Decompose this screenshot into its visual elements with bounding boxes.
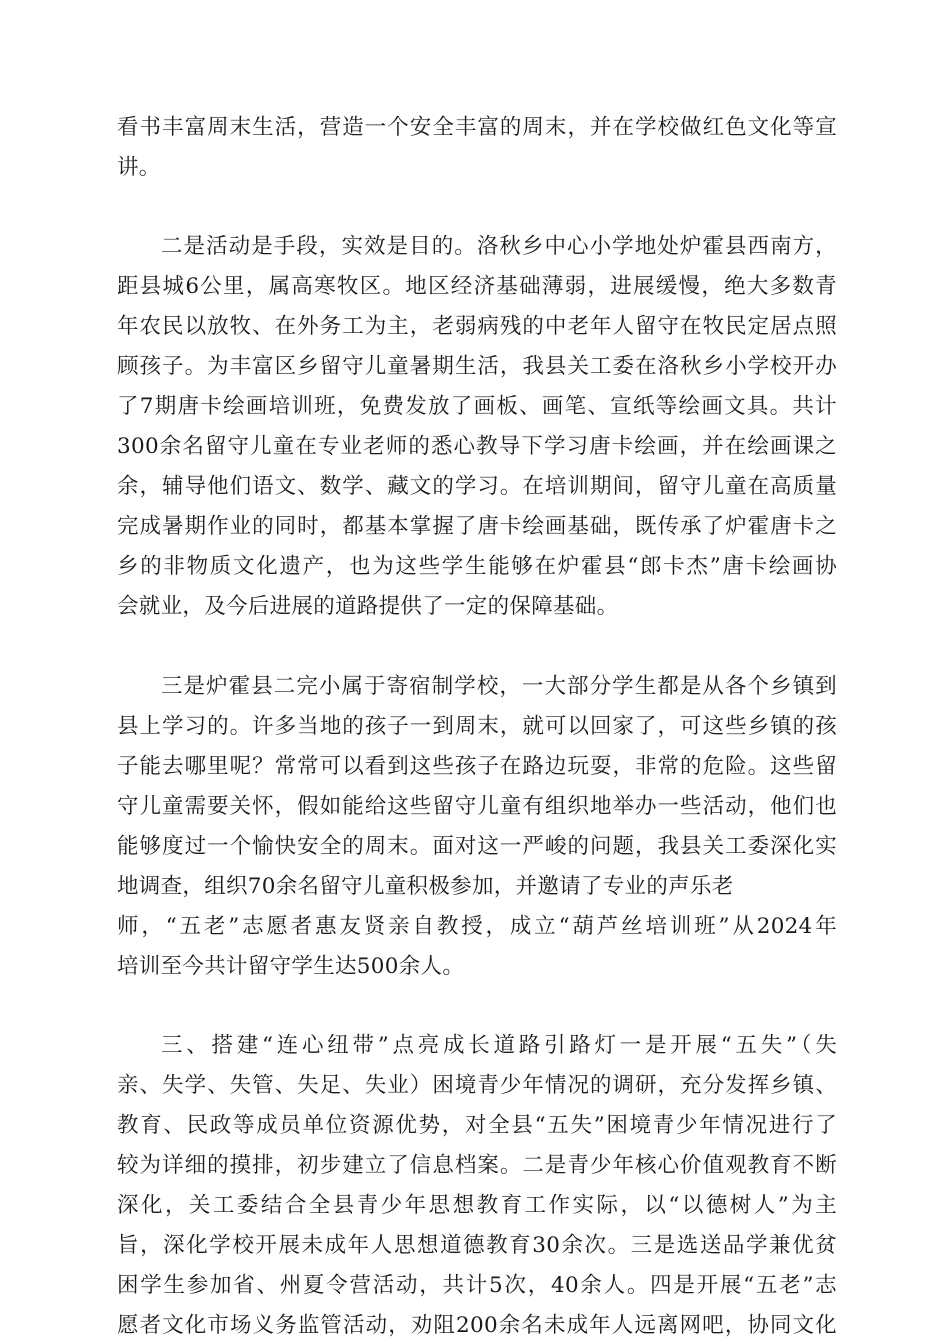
text-line: 地调查，组织70余名留守儿童积极参加，并邀请了专业的声乐老	[117, 874, 734, 899]
text-line: 三是炉霍县二完小属于寄宿制学校，一大部分学生都是从各个乡镇到	[161, 674, 837, 699]
text-line: 年农民以放牧、在外务工为主，老弱病残的中老年人留守在牧民定居点照	[117, 314, 837, 339]
text-line: 师，“五老”志愿者惠友贤亲自教授，成立“葫芦丝培训班”从2024年	[117, 914, 837, 939]
text-line: 会就业，及今后进展的道路提供了一定的保障基础。	[117, 594, 619, 619]
text-line: 完成暑期作业的同时，都基本掌握了唐卡绘画基础，既传承了炉霍唐卡之	[117, 514, 837, 539]
text-line: 能够度过一个愉快安全的周末。面对这一严峻的问题，我县关工委深化实	[117, 834, 837, 859]
text-line: 顾孩子。为丰富区乡留守儿童暑期生活，我县关工委在洛秋乡小学校开办	[117, 354, 837, 379]
text-line: 培训至今共计留守学生达500余人。	[117, 954, 465, 979]
text-line: 困学生参加省、州夏令营活动，共计5次，40余人。四是开展“五老”志	[117, 1273, 837, 1298]
text-line: 二是活动是手段，实效是目的。洛秋乡中心小学地处炉霍县西南方，	[161, 234, 837, 259]
text-line: 县上学习的。许多当地的孩子一到周末，就可以回家了，可这些乡镇的孩	[117, 714, 837, 739]
text-line: 乡的非物质文化遗产，也为这些学生能够在炉霍县“郎卡杰”唐卡绘画协	[117, 554, 837, 579]
text-line: 了7期唐卡绘画培训班，免费发放了画板、画笔、宣纸等绘画文具。共计	[117, 394, 837, 419]
text-line: 讲。	[117, 155, 161, 180]
text-line: 子能去哪里呢？常常可以看到这些孩子在路边玩耍，非常的危险。这些留	[117, 754, 837, 779]
text-line: 深化，关工委结合全县青少年思想教育工作实际，以“以德树人”为主	[117, 1193, 837, 1218]
text-line: 较为详细的摸排，初步建立了信息档案。二是青少年核心价值观教育不断	[117, 1153, 837, 1178]
text-line: 亲、失学、失管、失足、失业）困境青少年情况的调研，充分发挥乡镇、	[117, 1073, 837, 1098]
text-line: 三、搭建“连心纽带”点亮成长道路引路灯一是开展“五失”（失	[161, 1033, 837, 1058]
text-line: 余，辅导他们语文、数学、藏文的学习。在培训期间，留守儿童在高质量	[117, 474, 837, 499]
text-line: 愿者文化市场义务监管活动，劝阻200余名未成年人远离网吧，协同文化	[117, 1313, 837, 1338]
text-line: 距县城6公里，属高寒牧区。地区经济基础薄弱，进展缓慢，绝大多数青	[117, 274, 837, 299]
text-line: 教育、民政等成员单位资源优势，对全县“五失”困境青少年情况进行了	[117, 1113, 837, 1138]
text-line: 300余名留守儿童在专业老师的悉心教导下学习唐卡绘画，并在绘画课之	[117, 434, 837, 459]
text-line: 旨，深化学校开展未成年人思想道德教育30余次。三是选送品学兼优贫	[117, 1233, 837, 1258]
text-line: 看书丰富周末生活，营造一个安全丰富的周末，并在学校做红色文化等宣	[117, 115, 837, 140]
text-line: 守儿童需要关怀，假如能给这些留守儿童有组织地举办一些活动，他们也	[117, 794, 837, 819]
